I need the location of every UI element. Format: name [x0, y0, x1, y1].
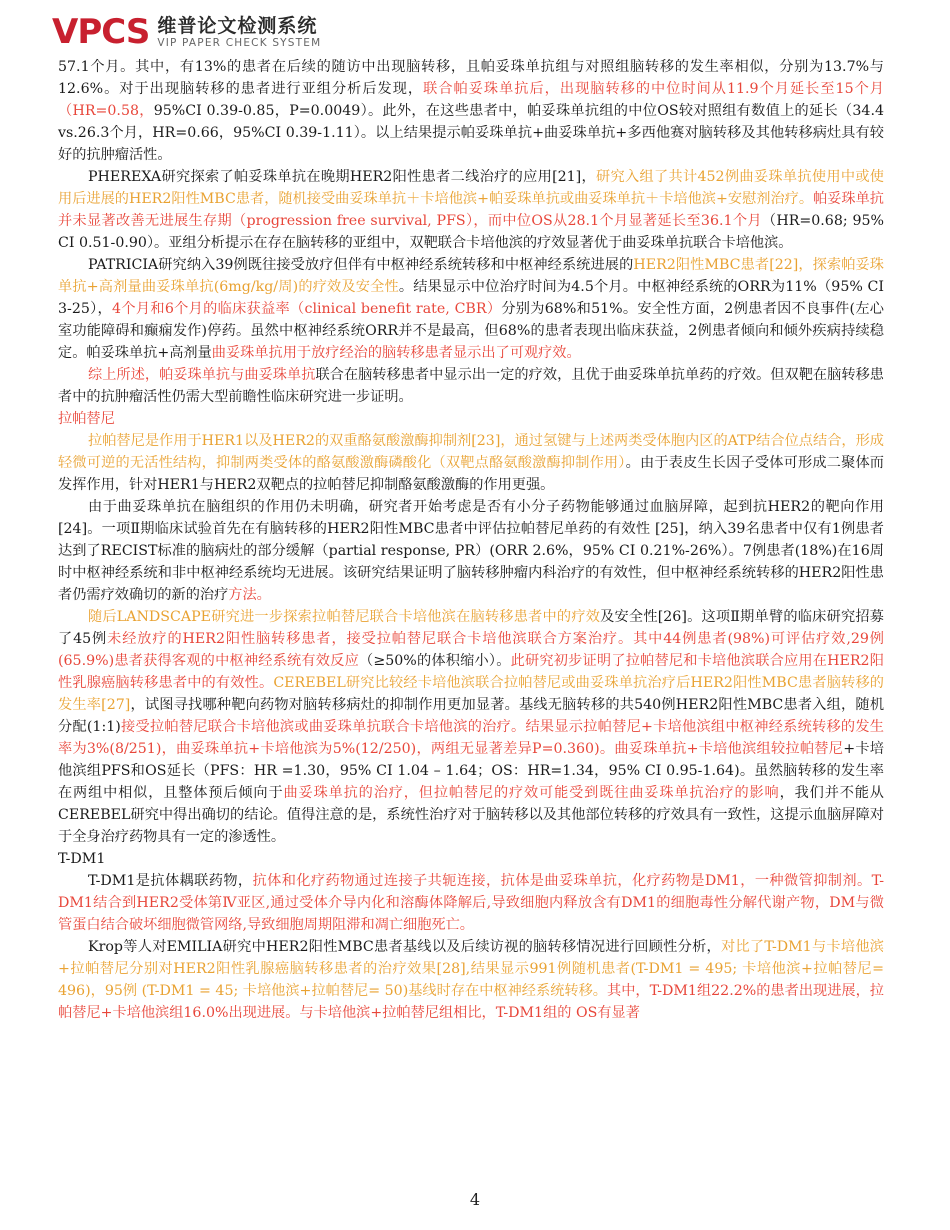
text-run: 联合在脑转移患者中显示出一定的疗效，且优于曲妥珠单抗单药的疗效。但双靶在脑转移患者中的抗肿瘤活性仍需大型前瞻性临床研究进一步证明。	[58, 367, 884, 405]
text-run: PATRICIA研究纳入39例既往接受放疗但伴有中枢神经系统转移和中枢神经系统进展的	[88, 257, 634, 273]
highlight-red: 此研究初步证明了拉帕替尼和卡培他滨联合应用在HER2阳性乳腺癌脑转移患者中的有效性。	[58, 653, 884, 691]
document-body	[58, 56, 884, 1024]
text-run: （HR=0.68; 95% CI 0.51-0.90）。亚组分析提示在存在脑转移的亚组中，双靶联合卡培他滨的疗效显著优于曲妥珠单抗联合卡培他滨。	[58, 213, 884, 251]
text-run: ，试图寻找哪种靶向药物对脑转移病灶的抑制作用更加显著。基线无脑转移的共540例HER2阳性MBC患者入组，随机分配(1:1)	[58, 697, 885, 735]
highlight-red: 帕妥珠单抗并未显著改善无进展生存期（progression free survival, PFS），而中位OS从28.1个月显著延长至36.1个月	[58, 191, 884, 229]
text-run: 分别为68%和51%。安全性方面，2例患者因不良事件(左心室功能障碍和癫痫发作)停药。虽然中枢神经系统ORR并不是最高，但68%的患者表现出临床获益，2例患者倾向和倾外疾病持续稳定。帕妥珠单抗+高剂量	[58, 301, 884, 361]
highlight-yellow: HER2阳性MBC患者[22]，探索帕妥珠单抗+高剂量曲妥珠单抗(6mg/kg/周)的疗效及安全性	[58, 257, 884, 295]
highlight-red: 拉帕替尼	[58, 411, 115, 427]
text-run: ，我们并不能从CEREBEL研究中得出确切的结论。值得注意的是，系统性治疗对于脑转移以及其他部位转移的疗效具有一致性，这提示血脑屏障对于全身治疗药物具有一定的渗透性。	[58, 785, 884, 845]
text-run: T-DM1是抗体耦联药物，	[88, 873, 253, 889]
highlight-red: 曲妥珠单抗的治疗，但拉帕替尼的疗效可能受到既往曲妥珠单抗治疗的影响	[283, 785, 780, 801]
text-run: 。结果显示中位治疗时间为4.5个月。中枢神经系统的ORR为11%（95% CI 3-25），	[58, 279, 884, 317]
highlight-red: 曲妥珠单抗用于放疗经治的脑转移患者显示出了可观疗效。	[211, 345, 581, 361]
paragraph	[58, 56, 884, 166]
paragraph	[58, 166, 884, 254]
highlight-yellow: 对比了T-DM1与卡培他滨+拉帕替尼分别对HER2阳性乳腺癌脑转移患者的治疗效果[28],结果显示991例随机患者(T-DM1 = 495; 卡培他滨+拉帕替尼= 496)，95例 (T-DM1 = 45; 卡培他滨+拉帕替尼= 50)基线时存在中枢神经系统转移。	[58, 939, 884, 999]
paragraph	[58, 606, 884, 848]
text-run: T-DM1	[58, 851, 106, 867]
text-run: 及安全性[26]。这项Ⅱ期单臂的临床研究招募了45例	[58, 609, 884, 647]
paragraph	[58, 254, 884, 364]
vpcs-logo	[52, 12, 149, 52]
logo-title-cn: 维普论文检测系统	[157, 15, 318, 37]
highlight-yellow: 随后LANDSCAPE研究进一步探索拉帕替尼联合卡培他滨在脑转移患者中的疗效	[88, 609, 601, 625]
text-run: 。由于表皮生长因子受体可形成二聚体而发挥作用，针对HER1与HER2双靶点的拉帕替尼抑制酪氨酸激酶的作用更强。	[58, 455, 884, 493]
paragraph	[58, 364, 884, 408]
highlight-yellow: 拉帕替尼是作用于HER1以及HER2的双重酪氨酸激酶抑制剂[23]，通过氢键与上述两类受体胞内区的ATP结合位点结合，形成轻微可逆的无活性结构，抑制两类受体的酪氨酸激酶磷酸化（双靶点酪氨酸激酶抑制作用）	[58, 433, 884, 471]
section-heading	[58, 408, 884, 430]
highlight-red: 方法。	[228, 587, 271, 603]
highlight-red: 其中，T-DM1组22.2%的患者出现进展，拉帕替尼+卡培他滨组16.0%出现进展。与卡培他滨+拉帕替尼组相比，T-DM1组的 OS有显著	[58, 983, 884, 1021]
highlight-yellow: 研究入组了共计452例曲妥珠单抗使用中或使用后进展的HER2阳性MBC患者，随机接受曲妥珠单抗＋卡培他滨+帕妥珠单抗或曲妥珠单抗＋卡培他滨+安慰剂治疗。	[58, 169, 884, 207]
paragraph	[58, 430, 884, 496]
text-run: （≥50%的体积缩小）。	[358, 653, 511, 669]
highlight-red: 接受拉帕替尼联合卡培他滨或曲妥珠单抗联合卡培他滨的治疗。结果显示拉帕替尼+卡培他滨组中枢神经系统转移的发生率为3%(8/251)，曲妥珠单抗+卡培他滨为5%(12/250)，两组无显著差异P=0.360)。曲妥珠单抗+卡培他滨组较拉帕替尼	[58, 719, 884, 757]
header	[52, 12, 321, 52]
logo-text	[157, 15, 321, 49]
highlight-red: 4个月和6个月的临床获益率（clinical benefit rate, CBR）	[112, 301, 502, 317]
highlight-yellow: CEREBEL研究比较经卡培他滨联合拉帕替尼或曲妥珠单抗治疗后HER2阳性MBC患者脑转移的发生率[27]	[58, 675, 884, 713]
highlight-red: 联合帕妥珠单抗后，出现脑转移的中位时间从11.9个月延长至15个月（HR=0.58，	[58, 81, 884, 119]
text-run: 95%CI 0.39-0.85，P=0.0049）。此外，在这些患者中，帕妥珠单抗组的中位OS较对照组有数值上的延长（34.4 vs.26.3个月，HR=0.66，95%CI 0.39-1.11）。以上结果提示帕妥珠单抗+曲妥珠单抗+多西他赛对脑转移及其他转移病灶具有较好的抗肿瘤活性。	[58, 103, 884, 163]
page-number: 4	[469, 1190, 481, 1209]
paragraph	[58, 496, 884, 606]
highlight-red: 抗体和化疗药物通过连接子共轭连接，抗体是曲妥珠单抗，化疗药物是DM1，一种微管抑制剂。T-DM1结合到HER2受体第Ⅳ亚区,通过受体介导内化和溶酶体降解后,导致细胞内释放含有DM1的细胞毒性分解代谢产物，DM与微管蛋白结合破坏细胞微管网络,导致细胞周期阻滞和凋亡细胞死亡。	[58, 873, 885, 933]
highlight-red: 未经放疗的HER2阳性脑转移患者，接受拉帕替尼联合卡培他滨联合方案治疗。其中44例患者(98%)可评估疗效,29例(65.9%)患者获得客观的中枢神经系统有效反应	[58, 631, 884, 669]
text-run: 57.1个月。其中，有13%的患者在后续的随访中出现脑转移，且帕妥珠单抗组与对照组脑转移的发生率相似，分别为13.7%与12.6%。对于出现脑转移的患者进行亚组分析后发现，	[58, 59, 884, 97]
section-heading	[58, 848, 884, 870]
text-run: +卡培他滨组PFS和OS延长（PFS：HR =1.30，95% CI 1.04 – 1.64；OS：HR=1.34，95% CI 0.95-1.64)。虽然脑转移的发生率在两组中相似，且整体预后倾向于	[58, 741, 884, 801]
paragraph	[58, 870, 884, 936]
logo-mark-text: VPCS	[52, 12, 150, 52]
text-run: 由于曲妥珠单抗在脑组织的作用仍未明确，研究者开始考虑是否有小分子药物能够通过血脑屏障，起到抗HER2的靶向作用[24]。一项Ⅱ期临床试验首先在有脑转移的HER2阳性MBC患者中评估拉帕替尼单药的有效性 [25]，纳入39名患者中仅有1例患者达到了RECIST标准的脑病灶的部分缓解（partial response, PR）(ORR 2.6%，95% CI 0.21%-26%）。7例患者(18%)在16周时中枢神经系统和非中枢神经系统均无进展。该研究结果证明了脑转移肿瘤内科治疗的有效性，但中枢神经系统转移的HER2阳性患者仍需疗效确切的新的治疗	[58, 499, 884, 603]
text-run: PHEREXA研究探索了帕妥珠单抗在晚期HER2阳性患者二线治疗的应用[21]，	[88, 169, 597, 185]
logo-title-en: VIP PAPER CHECK SYSTEM	[157, 37, 322, 49]
text-run: Krop等人对EMILIA研究中HER2阳性MBC患者基线以及后续访视的脑转移情况进行回顾性分析，	[88, 939, 721, 955]
highlight-red: 综上所述，帕妥珠单抗与曲妥珠单抗	[88, 367, 316, 383]
paragraph	[58, 936, 884, 1024]
